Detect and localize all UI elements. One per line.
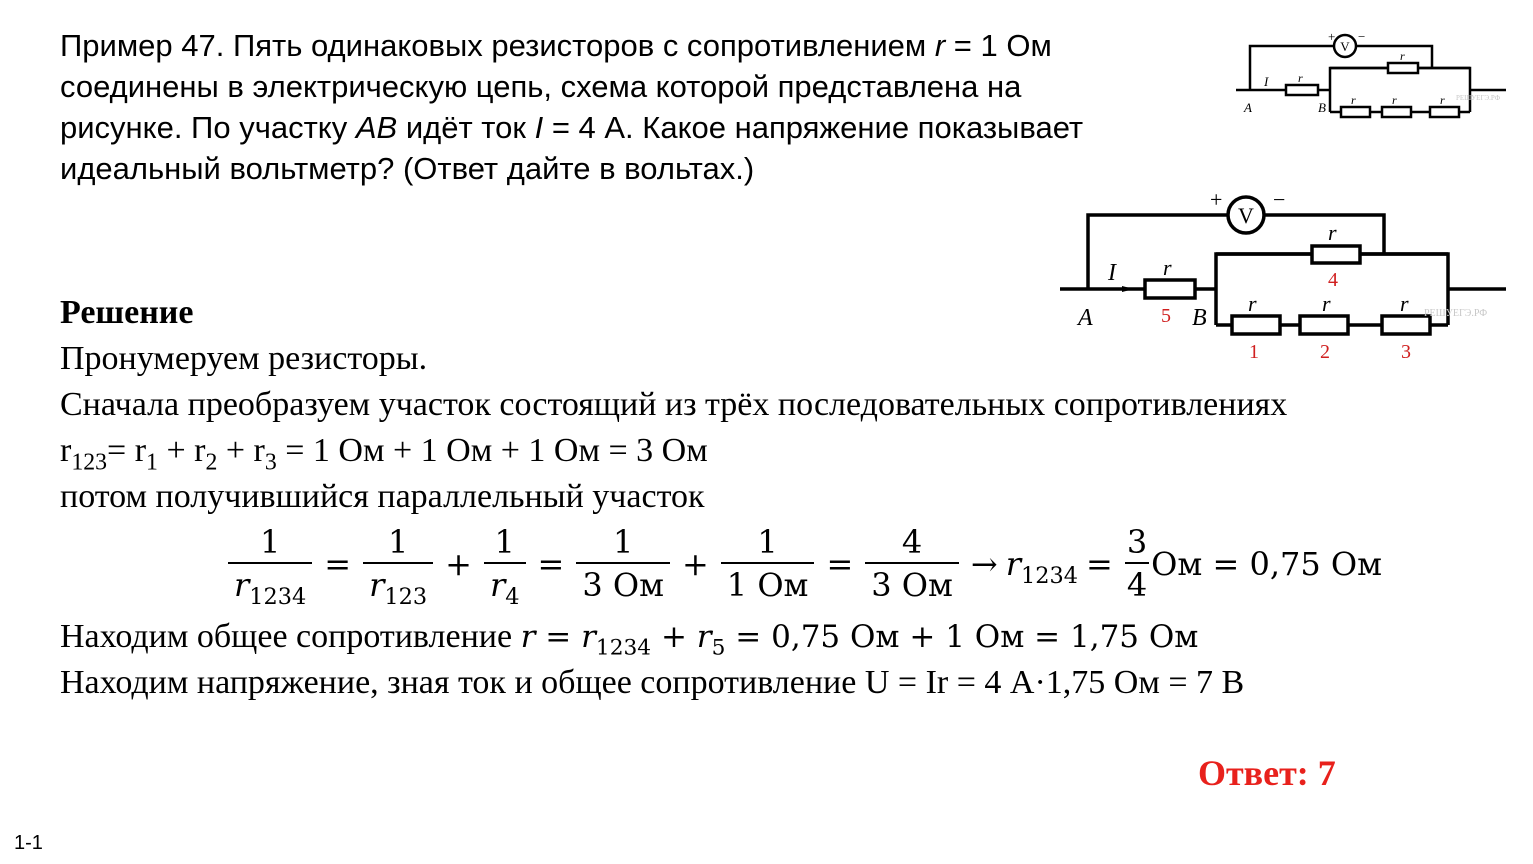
resistor-number-3: 3: [1401, 341, 1411, 363]
resistor-number-2: 2: [1320, 341, 1330, 363]
problem-text: Пять одинаковых резисторов с сопротивлением: [232, 28, 927, 63]
resistor-number-5: 5: [1161, 305, 1171, 327]
solution-step-1: Пронумеруем резисторы.: [60, 340, 428, 377]
problem-line-1: [60, 25, 1052, 66]
minus-sign: −: [1273, 190, 1286, 212]
label-r3: r: [1400, 291, 1409, 316]
small-label-r1: r: [1351, 93, 1356, 107]
resistor-number-4: 4: [1328, 269, 1338, 291]
current-arrow-icon: [1122, 286, 1134, 292]
label-r5: r: [1163, 255, 1172, 280]
problem-text: = 1 Ом: [953, 28, 1052, 63]
small-voltmeter-label: V: [1340, 39, 1350, 54]
fraction-1-r123: $\frac{1}{r_{123}}$: [363, 522, 433, 606]
problem-text: рисунке. По участку: [60, 110, 348, 145]
solution-step-4: потом получившийся параллельный участок: [60, 478, 705, 515]
solution-step-2: Сначала преобразуем участок состоящий из трёх последовательных сопротивлениях: [60, 386, 1288, 423]
small-label-b: B: [1318, 100, 1326, 115]
small-circuit-diagram: [1236, 30, 1512, 120]
large-circuit-diagram: [1060, 190, 1506, 370]
small-watermark: РЕШУЕГЭ.РФ: [1456, 94, 1501, 102]
fraction-3-4: $\frac{3}{4}$: [1126, 523, 1148, 604]
fraction-1-r4: $\frac{1}{r_4}$: [484, 522, 526, 606]
fraction-1-r1234: $\frac{1}{r_{1234}}$: [228, 522, 312, 606]
problem-label: Пример 47.: [60, 28, 225, 63]
parallel-formula: $\frac{1}{r_{1234}}$ = $\frac{1}{r_{123}}$ + $\frac{1}{r_4}$ = $\frac{1}{3 Ом}$ + $\frac{1}{1 Ом}$ = $\frac{4}{3 Ом}$ → $r_{1234}$ = $\frac{3}{4}$ Ом = 0,75 Ом: [224, 519, 1382, 609]
label-a: A: [1078, 305, 1093, 331]
solution-step-6: Находим напряжение, зная ток и общее сопротивление U = Ir = 4 А·1,75 Ом = 7 В: [60, 664, 1245, 701]
problem-text: = 4 А. Какое напряжение показывает: [551, 110, 1084, 145]
problem-line-3: [60, 107, 1083, 148]
voltmeter-label: V: [1238, 203, 1254, 228]
fraction-1-3ohm: $\frac{1}{3 Ом}$: [576, 522, 670, 606]
small-plus-sign: +: [1328, 30, 1336, 44]
label-b: B: [1192, 305, 1207, 331]
small-label-r3: r: [1440, 93, 1445, 107]
problem-var-i: I: [534, 110, 544, 145]
label-r1: r: [1248, 291, 1257, 316]
label-i: I: [1108, 260, 1116, 286]
page-number: 1-1: [14, 832, 43, 854]
fraction-4-3ohm: $\frac{4}{3 Ом}$: [865, 522, 959, 606]
solution-step-5: Находим общее сопротивление $r = r_{1234} + r_5 = 0,75$ Ом + 1 Ом = 1,75 Ом: [60, 618, 1199, 661]
small-label-i: I: [1264, 74, 1269, 89]
problem-line-4: идеальный вольтметр? (Ответ дайте в вольтах.): [60, 151, 755, 186]
problem-text: идёт ток: [405, 110, 526, 145]
problem-var-ab: AB: [355, 110, 398, 145]
solution-step-3: $r_{123}= r_1 + r_2 + r_3 = 1$ Ом + 1 Ом + 1 Ом = 3 Ом: [60, 432, 708, 476]
watermark: РЕШУЕГЭ.РФ: [1424, 308, 1488, 319]
label-r2: r: [1322, 291, 1331, 316]
problem-line-2: соединены в электрическую цепь, схема которой представлена на: [60, 69, 1022, 104]
small-label-r4: r: [1400, 49, 1405, 63]
small-label-a: A: [1244, 100, 1252, 115]
problem-var-r: r: [934, 28, 946, 63]
resistor-number-1: 1: [1249, 341, 1259, 363]
label-r4: r: [1328, 220, 1337, 245]
small-minus-sign: −: [1358, 30, 1366, 44]
solution-heading: Решение: [60, 294, 194, 331]
plus-sign: +: [1210, 190, 1223, 212]
small-label-r2: r: [1392, 93, 1397, 107]
answer: Ответ: 7: [1198, 753, 1336, 793]
small-label-r5: r: [1298, 71, 1303, 85]
fraction-1-1ohm: $\frac{1}{1 Ом}$: [721, 522, 815, 606]
